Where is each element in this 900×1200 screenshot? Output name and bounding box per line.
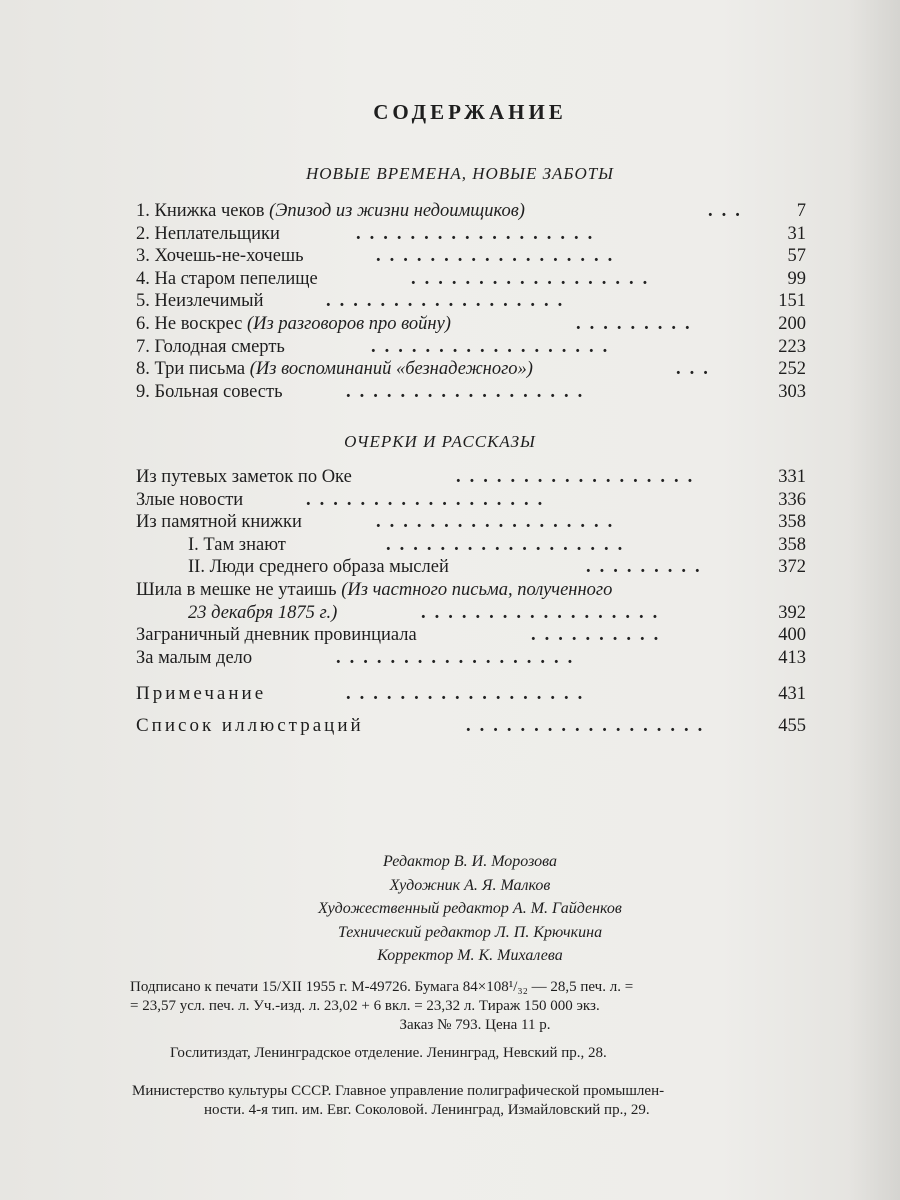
page-title: СОДЕРЖАНИЕ: [373, 100, 567, 124]
toc-entry-illustrations: Список иллюстраций .................. 455: [136, 715, 806, 736]
toc-entry-notes: Примечание .................. 431: [136, 683, 806, 704]
toc-entry: 5. Неизлечимый .................. 151: [136, 291, 806, 312]
credit-artist: Художник А. Я. Малков: [389, 876, 551, 894]
toc-entry: За малым дело .................. 413: [136, 647, 806, 668]
toc-back-matter: [136, 678, 806, 742]
toc-entry: II. Люди среднего образа мыслей ......... 372: [188, 557, 806, 578]
toc-entry: 2. Неплательщики .................. 31: [136, 223, 806, 244]
toc-entry: Шила в мешке не утаишь (Из частного письма, полученного: [136, 579, 613, 600]
section-heading-1: НОВЫЕ ВРЕМЕНА, НОВЫЕ ЗАБОТЫ: [305, 164, 615, 183]
toc-section-2: [136, 466, 806, 669]
credit-art-editor: Художественный редактор А. М. Гайденков: [318, 900, 622, 918]
toc-entry: 4. На старом пепелище .................. 99: [136, 268, 806, 289]
toc-entry: Из путевых заметок по Оке .................. 331: [136, 467, 806, 487]
imprint-publisher: Гослитиздат, Ленинградское отделение. Ленинград, Невский пр., 28.: [170, 1045, 607, 1061]
toc-entry: I. Там знают .................. 358: [188, 534, 806, 555]
credit-editor: Редактор В. И. Морозова: [383, 853, 557, 870]
credit-proofreader: Корректор М. К. Михалева: [377, 947, 563, 965]
imprint-printer: Министерство культуры СССР. Главное управление полиграфической промышлен- ности. 4-я тип. им. Евг. Соколовой. Ленинград, Измайловский пр., 29.: [132, 1083, 665, 1118]
toc-entry: 7. Голодная смерть .................. 223: [136, 336, 806, 357]
toc-entry: 3. Хочешь-не-хочешь .................. 57: [136, 246, 806, 267]
toc-entry: 6. Не воскрес (Из разговоров про войну) ......... 200: [136, 313, 806, 334]
toc-entry: 9. Больная совесть .................. 303: [136, 381, 806, 402]
toc-entry-continuation: 23 декабря 1875 г.) .................. 392: [188, 602, 806, 623]
toc-entry: Заграничный дневник провинциала .......... 400: [136, 625, 806, 646]
toc-section-1: [136, 200, 806, 403]
toc-entry: Из памятной книжки .................. 358: [136, 512, 806, 533]
credits-block: [0, 850, 900, 968]
toc-entry: Злые новости .................. 336: [136, 489, 806, 510]
section-heading-2: ОЧЕРКИ И РАССКАЗЫ: [344, 432, 536, 451]
credit-tech-editor: Технический редактор Л. П. Крючкина: [337, 923, 603, 941]
toc-entry: 1. Книжка чеков (Эпизод из жизни недоимщиков) ... 7: [136, 201, 806, 221]
imprint-print-data: Подписано к печати 15/XII 1955 г. М-49726. Бумага 84×108¹/₃₂ — 28,5 печ. л. = = 23,57 усл. печ. л. Уч.-изд. л. 23,02 + 6 вкл. = 23,32 л. Тираж 150 000 экз. Заказ № 793. Цена 11 р.: [130, 979, 634, 1033]
toc-entry: 8. Три письма (Из воспоминаний «безнадежного») ... 252: [136, 359, 806, 380]
